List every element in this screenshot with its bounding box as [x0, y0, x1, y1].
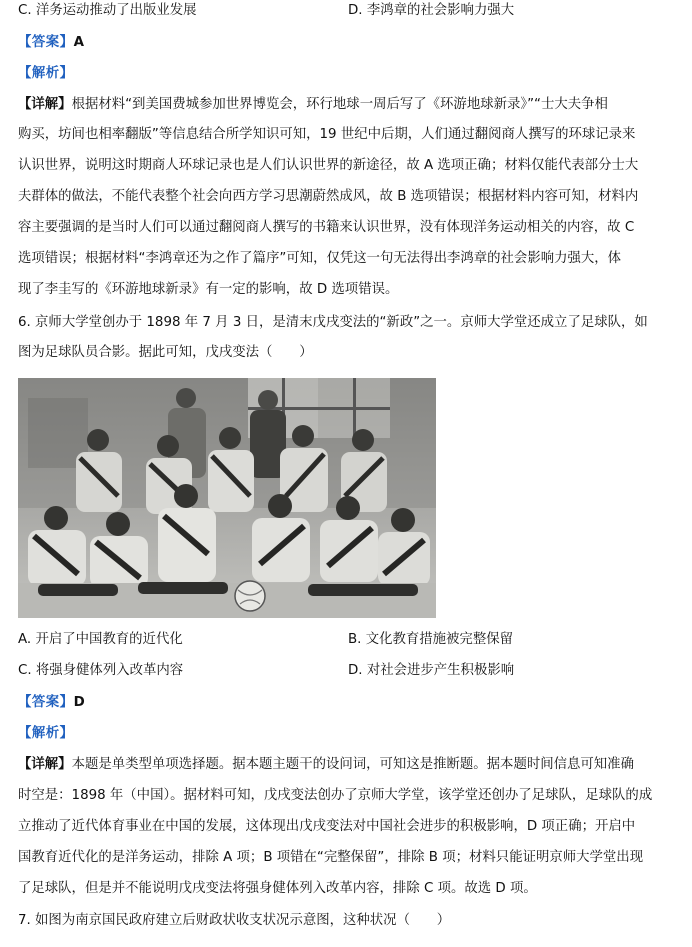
q5-detail-line: 选项错误；根据材料“李鸿章还为之作了篇序”可知，仅凭这一句无法得出李鸿章的社会影响力强大，体	[18, 251, 622, 266]
q6-stem-line: 图为足球队员合影。据此可知，戊戌变法（ ）	[18, 345, 313, 360]
q6-detail-line: 立推动了近代体育事业在中国的发展，这体现出戊戌变法对中国社会进步的积极影响，D 项正确；开启中	[18, 819, 636, 834]
q6-option-b: B. 文化教育措施被完整保留	[348, 632, 513, 647]
q5-option-c: C. 洋务运动推动了出版业发展	[18, 3, 197, 18]
q6-option-c: C. 将强身健体列入改革内容	[18, 663, 184, 678]
q5-analysis-label: 【解析】	[18, 66, 74, 81]
q5-detail-line: 【详解】根据材料“到美国费城参加世界博览会，环行地球一周后写了《环游地球新录》”“士大夫争相	[18, 97, 608, 112]
q5-detail-line: 现了李圭写的《环游地球新录》有一定的影响，故 D 选项错误。	[18, 282, 399, 297]
football-team-photo	[18, 378, 436, 618]
q6-detail-line: 了足球队，但是并不能说明戊戌变法将强身健体列入改革内容，排除 C 项。故选 D 项。	[18, 881, 537, 896]
q7-stem: 7. 如图为南京国民政府建立后财政状收支状况示意图，这种状况（ ）	[18, 913, 451, 928]
q5-answer	[18, 32, 678, 54]
q6-answer	[18, 692, 678, 714]
answer-label: 【答案】	[18, 695, 74, 710]
detail-label: 【详解】	[18, 97, 72, 112]
q5-detail-line: 购买，坊间也相率翻版”等信息结合所学知识可知，19 世纪中后期，人们通过翻阅商人撰写的环球记录来	[18, 127, 636, 142]
q6-analysis-label: 【解析】	[18, 726, 74, 741]
q6-stem-line: 6. 京师大学堂创办于 1898 年 7 月 3 日，是清末戊戌变法的“新政”之一。京师大学堂还成立了足球队，如	[18, 315, 648, 330]
q5-detail-line: 夫群体的做法，不能代表整个社会向西方学习思潮蔚然成风，故 B 选项错误；根据材料内容可知，材料内	[18, 189, 639, 204]
q6-option-d: D. 对社会进步产生积极影响	[348, 663, 515, 678]
q6-detail-line: 时空是：1898 年（中国）。据材料可知，戊戌变法创办了京师大学堂，该学堂还创办了足球队，足球队的成	[18, 788, 653, 803]
q5-detail-line: 容主要强调的是当时人们可以通过翻阅商人撰写的书籍来认识世界，没有体现洋务运动相关的内容，故 C	[18, 220, 635, 235]
q6-option-a: A. 开启了中国教育的近代化	[18, 632, 183, 647]
q6-detail-line: 国教育近代化的是洋务运动，排除 A 项；B 项错在“完整保留”，排除 B 项；材料只能证明京师大学堂出现	[18, 850, 644, 865]
q5-option-d: D. 李鸿章的社会影响力强大	[348, 3, 515, 18]
answer-label: 【答案】	[18, 35, 74, 50]
q6-detail-line: 【详解】本题是单类型单项选择题。据本题主题干的设问词，可知这是推断题。据本题时间信息可知准确	[18, 757, 634, 772]
answer-value: A	[73, 35, 84, 50]
answer-value: D	[73, 695, 85, 710]
detail-label: 【详解】	[18, 757, 72, 772]
q5-detail-line: 认识世界，说明这时期商人环球记录也是人们认识世界的新途径，故 A 选项正确；材料仅能代表部分士大	[18, 158, 639, 173]
